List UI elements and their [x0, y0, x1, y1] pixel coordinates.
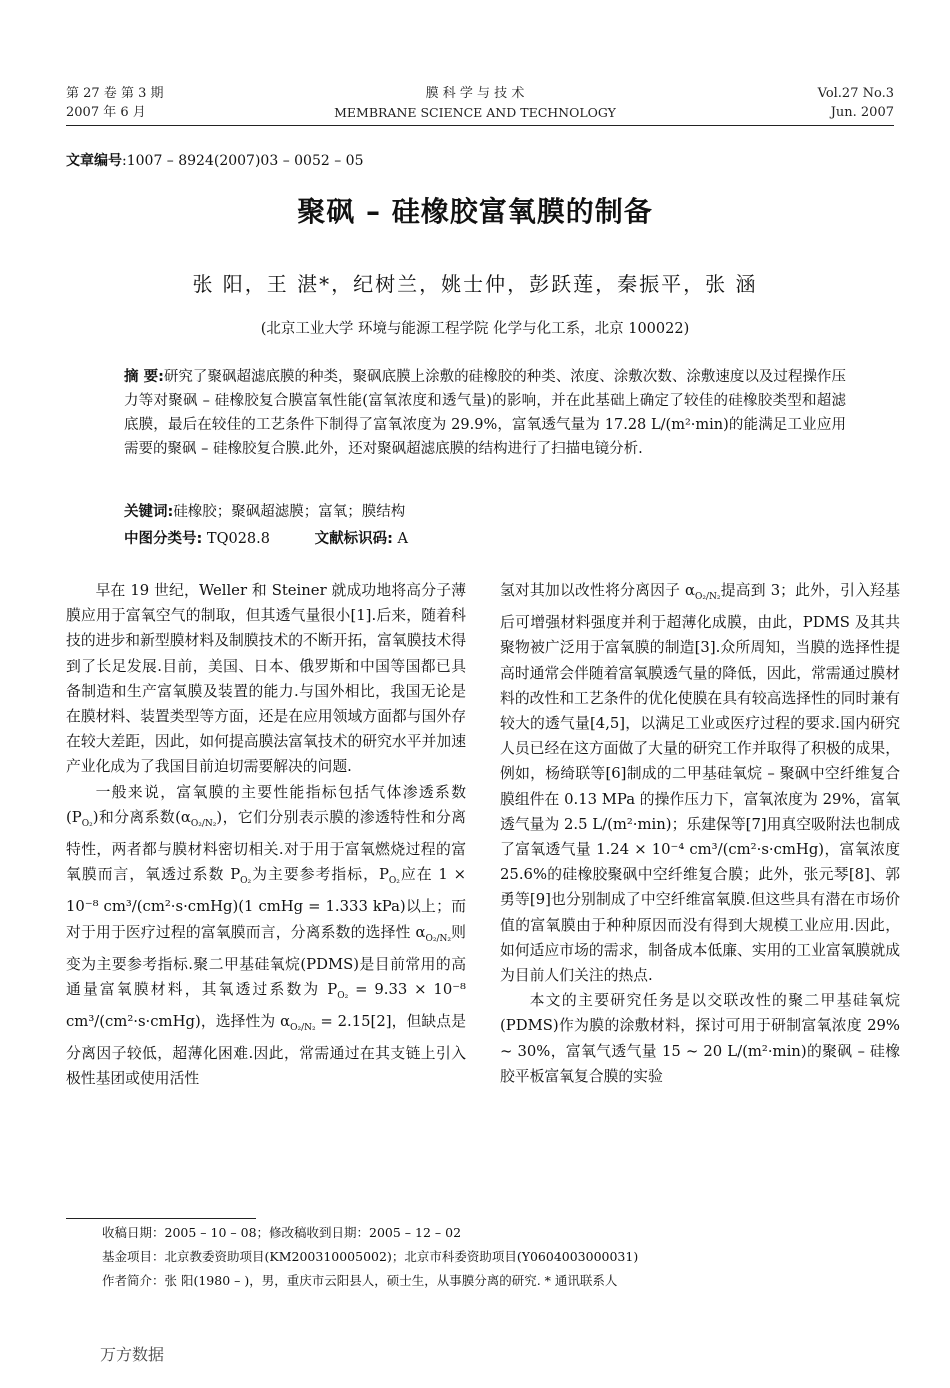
keywords-label: 关键词: — [124, 504, 174, 520]
doc-code-label: 文献标识码: — [314, 531, 393, 547]
body-paragraph — [500, 578, 900, 988]
date-line-en: Jun. 2007 — [830, 105, 894, 120]
article-number-value: :1007 – 8924(2007)03 – 0052 – 05 — [122, 153, 364, 169]
subscript: O₂/N₂ — [290, 1023, 316, 1034]
author-list: 张 阳，王 湛*，纪树兰，姚士仲，彭跃莲，秦振平，张 涵 — [192, 272, 758, 296]
classification — [124, 527, 408, 548]
article-number-label: 文章编号 — [66, 153, 122, 169]
keywords — [124, 500, 405, 521]
body-paragraph — [66, 780, 466, 1092]
text-run: 应在 1 × 10⁻⁸ cm³/(cm²·s·cmHg)(1 cmHg = 1.333 kPa)以上；而对于用于医疗过程的富氧膜而言，分离系数的选择性 α — [66, 866, 466, 941]
header-rule — [66, 125, 894, 126]
subscript: O₂/N₂ — [425, 933, 451, 944]
volume-line: 第 27 卷 第 3 期 — [66, 86, 164, 101]
volume-line-en: Vol.27 No.3 — [817, 86, 894, 101]
footnote-fund: 基金项目：北京教委资助项目(KM200310005002)；北京市科委资助项目(Y0604003000031) — [102, 1249, 639, 1264]
footnote-received: 收稿日期：2005 – 10 – 08；修改稿收到日期：2005 – 12 – 02 — [102, 1225, 462, 1240]
doc-code-value: A — [397, 531, 409, 547]
subscript: O₂/N₂ — [695, 591, 721, 602]
keywords-text: 硅橡胶；聚砜超滤膜；富氧；膜结构 — [173, 504, 406, 520]
clc-label: 中图分类号: — [124, 531, 203, 547]
affiliation: (北京工业大学 环境与能源工程学院 化学与化工系，北京 100022) — [260, 321, 690, 337]
journal-name — [295, 84, 655, 122]
subscript: O₂ — [81, 818, 93, 829]
article-number — [66, 150, 364, 170]
text-run: 则变为主要参考指标.聚二甲基硅氧烷(PDMS)是目前常用的高通量富氧膜材料，其氧透过系数为 P — [66, 923, 466, 998]
body-column-right — [500, 578, 900, 1089]
abstract-label: 摘 要: — [124, 369, 164, 385]
footnote-author-bio: 作者简介：张 阳(1980 – )，男，重庆市云阳县人，硕士生，从事膜分离的研究. * 通讯联系人 — [102, 1273, 618, 1288]
text-run: 一般来说，富氧膜的主要性能指标包括气体渗透系数(P — [66, 783, 466, 826]
abstract-text: 研究了聚砜超滤底膜的种类，聚砜底膜上涂敷的硅橡胶的种类、浓度、涂敷次数、涂敷速度以及过程操作压力等对聚砜 – 硅橡胶复合膜富氧性能(富氧浓度和透气量)的影响，并在此基础上确定了较佳的硅橡胶类型和超滤底膜，最后在较佳的工艺条件下制得了富氧浓度为 29.9%，富氧透气量为 17.28 L/(m²·min)的能满足工业应用需要的聚砜 – 硅橡胶复合膜.此外，还对聚砜超滤底膜的结构进行了扫描电镜分析. — [124, 369, 846, 457]
clc-value: TQ028.8 — [206, 531, 270, 547]
volume-issue-en — [818, 84, 894, 122]
text-run: )，它们分别表示膜的渗透特性和分离特性，两者都与膜材料密切相关.对于用于富氧燃烧过程的富氧膜而言，氧透过系数 P — [66, 808, 466, 884]
body-paragraph: 早在 19 世纪，Weller 和 Steiner 就成功地将高分子薄膜应用于富氧空气的制取，但其透气量很小[1].后来，随着科技的进步和新型膜材料及制膜技术的不断开拓，富氧膜技术得到了长足发展.目前，美国、日本、俄罗斯和中国等国都已具备制造和生产富氧膜及装置的能力.与国外相比，我国无论是在膜材料、装置类型等方面，还是在应用领域方面都与国外存在较大差距，因此，如何提高膜法富氧技术的研究水平并加速产业化成为了我国目前迫切需要解决的问题. — [66, 582, 466, 776]
text-run: = 2.15[2]，但缺点是分离因子较低，超薄化困难.因此，常需通过在其支链上引入极性基团或使用活性 — [66, 1013, 466, 1088]
body-column-left — [66, 578, 466, 1092]
paper-title: 聚砜 – 硅橡胶富氧膜的制备 — [297, 195, 653, 228]
text-run: 提高到 3；此外，引入羟基后可增强材料强度并利于超薄化成膜，由此，PDMS 及其共聚物被广泛用于富氧膜的制造[3].众所周知，当膜的选择性提高时通常会伴随着富氧膜透气量的降低，因此，常需通过膜材料的改性和工艺条件的优化使膜在具有较高选择性的同时兼有较大的透气量[4,5]，以满足工业或医疗过程的要求.国内研究人员已经在这方面做了大量的研究工作并取得了积极的成果，例如，杨绮联等[6]制成的二甲基硅氧烷 – 聚砜中空纤维复合膜组件在 0.13 MPa 的操作压力下，富氧浓度为 29%，富氧透气量为 2.5 L/(m²·min)；乐建保等[7]用真空吸附法也制成了富氧透气量 1.24 × 10⁻⁴ cm³/(cm²·s·cmHg)，富氧浓度 25.6%的硅橡胶聚砜中空纤维复合膜；此外，张元琴[8]、郭勇等[9]也分别制成了中空纤维富氧膜.但这些具有潜在市场价值的富氧膜由于种种原因而没有得到大规模工业应用.因此，如何适应市场的需求，制备成本低廉、实用的工业富氧膜就成为目前人们关注的热点. — [500, 582, 900, 984]
subscript: O₂ — [337, 990, 349, 1001]
subscript: O₂/N₂ — [190, 818, 217, 829]
subscript: O₂ — [388, 876, 400, 887]
journal-name-en: MEMBRANE SCIENCE AND TECHNOLOGY — [334, 105, 616, 120]
footnote-rule — [66, 1218, 256, 1219]
body-paragraph: 本文的主要研究任务是以交联改性的聚二甲基硅氧烷(PDMS)作为膜的涂敷材料，探讨可用于研制富氧浓度 29% ~ 30%，富氧气透气量 15 ~ 20 L/(m²·min)的聚砜 – 硅橡胶平板富氧复合膜的实验 — [500, 992, 900, 1085]
subscript: O₂ — [240, 876, 252, 887]
volume-issue — [66, 84, 163, 122]
text-run: 氢对其加以改性将分离因子 α — [500, 582, 696, 599]
source-watermark: 万方数据 — [100, 1345, 165, 1364]
text-run: 为主要参考指标，P — [251, 866, 389, 884]
abstract — [124, 365, 846, 461]
text-run: = 9.33 × 10⁻⁸ cm³/(cm²·s·cmHg)，选择性为 α — [66, 980, 466, 1031]
text-run: )和分离系数(α — [92, 808, 191, 826]
date-line: 2007 年 6 月 — [66, 105, 146, 120]
journal-name-cn: 膜 科 学 与 技 术 — [425, 86, 525, 101]
